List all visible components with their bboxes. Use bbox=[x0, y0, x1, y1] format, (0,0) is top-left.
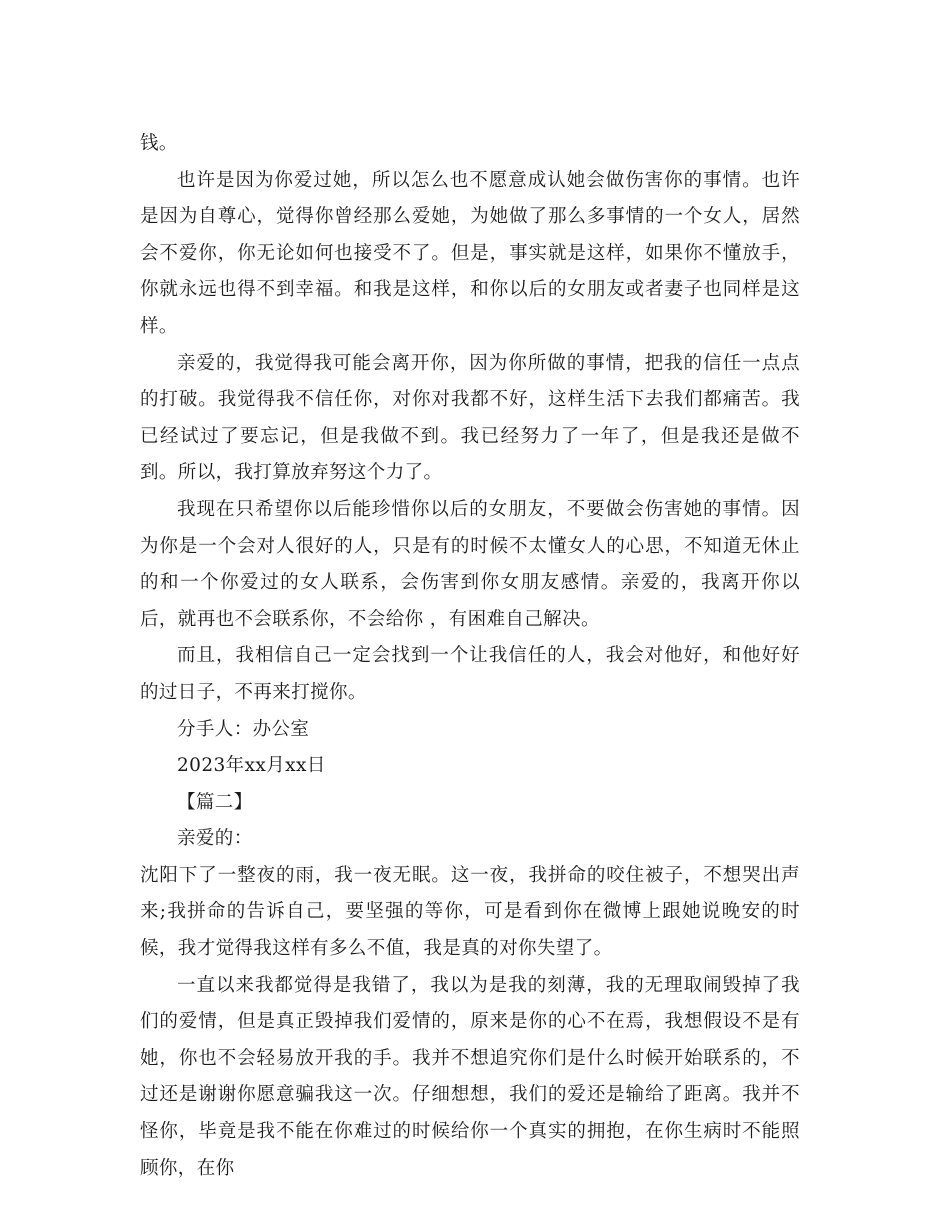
paragraph-trust: 而且，我相信自己一定会找到一个让我信任的人，我会对他好，和他好好的过日子，不再来打搅你。 bbox=[140, 645, 800, 703]
paragraph-rain-night: 沈阳下了一整夜的雨，我一夜无眠。这一夜，我拼命的咬住被子，不想哭出声来;我拼命的告诉自己，要坚强的等你，可是看到你在微博上跟她说晚安的时候，我才觉得我这样有多么不值，我是真的对你失望了。 bbox=[140, 864, 800, 960]
signature-line: 分手人：办公室 bbox=[177, 718, 310, 740]
paragraph-leaving: 亲爱的，我觉得我可能会离开你，因为你所做的事情，把我的信任一点点的打破。我觉得我不信任你，对你对我都不好，这样生活下去我们都痛苦。我已经试过了要忘记，但是我做不到。我已经努力了一年了，但是我还是做不到。所以，我打算放弃努这个力了。 bbox=[140, 352, 800, 484]
paragraph-self-esteem: 也许是因为你爱过她，所以怎么也不愿意成认她会做伤害你的事情。也许是因为自尊心，觉得你曾经那么爱她，为她做了那么多事情的一个女人，居然会不爱你，你无论如何也接受不了。但是，事实就是这样，如果你不懂放手，你就永远也得不到幸福。和我是这样，和你以后的女朋友或者妻子也同样是这样。 bbox=[140, 169, 800, 337]
paragraph-continuation: 钱。 bbox=[140, 133, 178, 154]
salutation: 亲爱的： bbox=[177, 828, 253, 850]
section-heading: 【篇二】 bbox=[177, 791, 253, 813]
paragraph-distance: 一直以来我都觉得是我错了，我以为是我的刻薄，我的无理取闹毁掉了我们的爱情，但是真正毁掉我们爱情的，原来是你的心不在焉，我想假设不是有她，你也不会轻易放开我的手。我并不想追究你们是什么时候开始联系的，不过还是谢谢你愿意骗我这一次。仔细想想，我们的爱还是输给了距离。我并不怪你，毕竟是我不能在你难过的时候给你一个真实的拥抱，在你生病时不能照顾你，在你 bbox=[140, 974, 800, 1179]
paragraph-future-girlfriend: 我现在只希望你以后能珍惜你以后的女朋友，不要做会伤害她的事情。因为你是一个会对人很好的人，只是有的时候不太懂女人的心思，不知道无休止的和一个你爱过的女人联系，会伤害到你女朋友感情。亲爱的，我离开你以后，就再也不会联系你，不会给你 ，有困难自己解决。 bbox=[140, 498, 800, 630]
document-body bbox=[140, 126, 800, 1187]
date-line: 2023年xx月xx日 bbox=[177, 755, 326, 777]
